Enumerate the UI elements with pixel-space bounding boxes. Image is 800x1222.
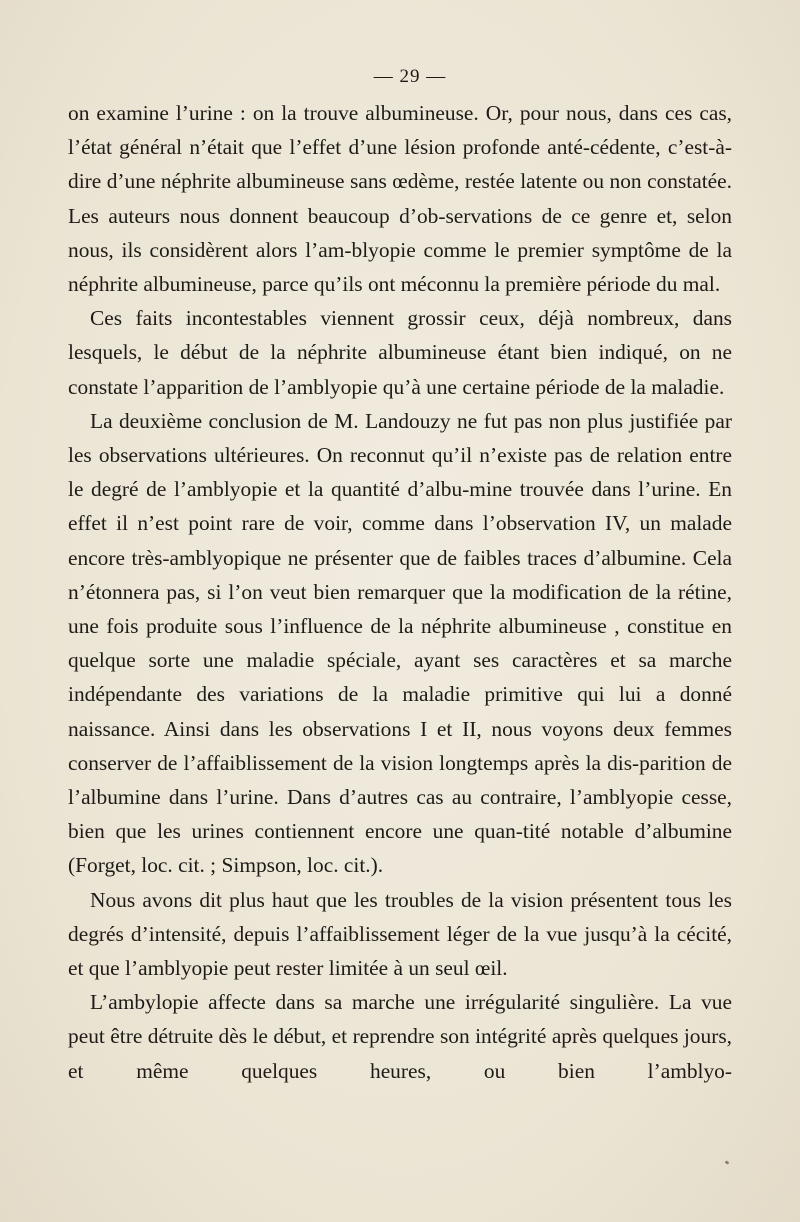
paragraph-1: on examine l’urine : on la trouve albumineuse. Or, pour nous, dans ces cas, l’état général n’était que l’effet d’une lésion profonde anté-cédente, c’est-à-dire d’une néphrite albumineuse sans œdème, restée latente ou non constatée. Les auteurs nous donnent beaucoup d’ob-servations de ce genre et, selon nous, ils considèrent alors l’am-blyopie comme le premier symptôme de la néphrite albumineuse, parce qu’ils ont méconnu la première période du mal. xyxy=(68,101,732,297)
paragraph-4: Nous avons dit plus haut que les troubles de la vision présentent tous les degrés d’intensité, depuis l’affaiblissement léger de la vue jusqu’à la cécité, et que l’amblyopie peut rester limitée à un seul œil. xyxy=(68,887,732,981)
paragraph-3: La deuxième conclusion de M. Landouzy ne fut pas non plus justifiée par les observations ultérieures. On reconnut qu’il n’existe pas de relation entre le degré de l’amblyopie et la quantité d’albu-mine trouvée dans l’urine. En effet il n’est point rare de voir, comme dans l’observation IV, un malade encore très-amblyopique ne présenter que de faibles traces d’albumine. Cela n’étonnera pas, si l’on veut bien remarquer que la modification de la rétine, une fois produite sous l’influence de la néphrite albumineuse , constitue en quelque sorte une maladie spéciale, ayant ses caractères et sa marche indépendante des variations de la maladie primitive qui lui a donné naissance. Ainsi dans les observations I et II, nous voyons deux femmes conserver de l’affaiblissement de la vision longtemps après la dis-parition de l’albumine dans l’urine. Dans d’autres cas au contraire, l’amblyopie cesse, bien que les urines contiennent encore une quan-tité notable d’albumine (Forget, loc. cit. ; Simpson, loc. cit.). xyxy=(68,408,732,878)
body-text xyxy=(68,96,732,1088)
page-number: — 29 — xyxy=(373,66,447,87)
paragraph-5: L’ambylopie affecte dans sa marche une irrégularité singulière. La vue peut être détruite dès le début, et reprendre son intégrité après quelques jours, et même quelques heures, ou bien l’amblyo- xyxy=(68,990,732,1083)
paper-speck xyxy=(725,1160,730,1165)
paragraph-2: Ces faits incontestables viennent grossir ceux, déjà nombreux, dans lesquels, le début de la néphrite albumineuse étant bien indiqué, on ne constate l’apparition de l’amblyopie qu’à une certaine période de la maladie. xyxy=(68,306,732,399)
